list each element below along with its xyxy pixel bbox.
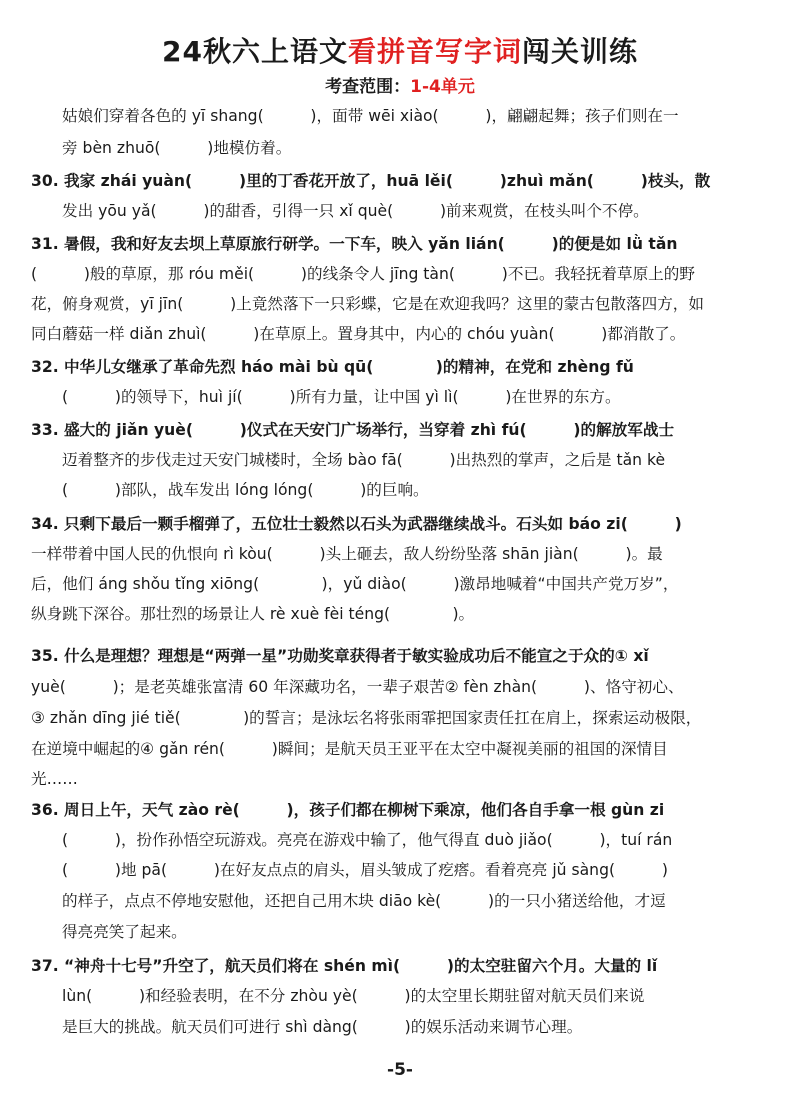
question-34: 34. 只剩下最后一颗手榴弹了，五位壮士毅然以石头为武器继续战斗。石头如 báo zi( ): [31, 515, 682, 533]
question-31: 31. 暑假，我和好友去坝上草原旅行研学。一下车，映入 yǎn lián( )的便是如 lǜ tǎn: [31, 235, 678, 253]
page-subtitle: [0, 72, 800, 97]
text-line: ( )，扮作孙悟空玩游戏。亮亮在游戏中输了，他气得直 duò jiǎo( )，tuí rán: [62, 831, 673, 849]
question-35: 35. 什么是理想？理想是“两弹一星”功勋奖章获得者于敏实验成功后不能宣之于众的① xǐ: [31, 647, 649, 665]
question-30: 30. 我家 zhái yuàn( )里的丁香花开放了，huā lěi( )zhuì mǎn( )枝头，散: [31, 172, 711, 190]
text-line: 姑娘们穿着各色的 yī shang( )，面带 wēi xiào( )，翩翩起舞；孩子们则在一: [62, 107, 679, 125]
question-36: 36. 周日上午，天气 zào rè( )，孩子们都在柳树下乘凉，他们各自手拿一根 gùn zi: [31, 801, 665, 819]
text-line: 旁 bèn zhuō( )地模仿着。: [62, 139, 292, 157]
text-line: 纵身跳下深谷。那壮烈的场景让人 rè xuè fèi téng( )。: [31, 605, 475, 623]
text-line: ( )的领导下，huì jí( )所有力量，让中国 yì lì( )在世界的东方。: [62, 388, 621, 406]
text-line: 在逆境中崛起的④ gǎn rén( )瞬间；是航天员王亚平在太空中凝视美丽的祖国的深情目: [31, 740, 668, 758]
scope-value: 1-4单元: [410, 77, 475, 97]
text-line: ( )部队，战车发出 lóng lóng( )的巨响。: [62, 481, 429, 499]
text-line: ( )般的草原，那 róu měi( )的线条令人 jīng tàn( )不已。我轻抚着草原上的野: [31, 265, 695, 283]
question-33: 33. 盛大的 jiǎn yuè( )仪式在天安门广场举行，当穿着 zhì fú( )的解放军战士: [31, 421, 675, 439]
text-line: 得亮亮笑了起来。: [62, 923, 187, 941]
text-line: 的样子，点点不停地安慰他，还把自己用木块 diāo kè( )的一只小猪送给他，才逗: [62, 892, 666, 910]
title-part-2: 闯关训练: [521, 35, 638, 68]
page-title: [0, 30, 800, 70]
text-line: 光……: [31, 770, 78, 788]
text-line: 花，俯身观赏，yī jīn( )上竟然落下一只彩蝶，它是在欢迎我吗？这里的蒙古包散落四方，如: [31, 295, 704, 313]
page-number: -5-: [387, 1060, 413, 1080]
text-line: 后，他们 áng shǒu tǐng xiōng( )，yǔ diào( )激昂地喊着“中国共产党万岁”，: [31, 575, 679, 593]
text-line: yuè( )；是老英雄张富清 60 年深藏功名，一辈子艰苦② fèn zhàn( )、恪守初心、: [31, 678, 684, 696]
text-line: ( )地 pā( )在好友点点的肩头，眉头皱成了疙瘩。看着亮亮 jǔ sàng( ): [62, 861, 668, 879]
text-line: 是巨大的挑战。航天员们可进行 shì dàng( )的娱乐活动来调节心理。: [62, 1018, 583, 1036]
text-line: 一样带着中国人民的仇恨向 rì kòu( )头上砸去，敌人纷纷坠落 shān jiàn( )。最: [31, 545, 663, 563]
scope-label: 考查范围：: [325, 77, 411, 97]
question-32: 32. 中华儿女继承了革命先烈 háo mài bù qū( )的精神，在党和 zhèng fǔ: [31, 358, 634, 376]
question-37: 37. “神舟十七号”升空了，航天员们将在 shén mì( )的太空驻留六个月。大量的 lǐ: [31, 957, 658, 975]
text-line: 迈着整齐的步伐走过天安门城楼时，全场 bào fā( )出热烈的掌声，之后是 tǎn kè: [62, 451, 666, 469]
text-line: 同白蘑菇一样 diǎn zhuì( )在草原上。置身其中，内心的 chóu yuàn( )都消散了。: [31, 325, 686, 343]
title-highlight: 看拼音写字词: [347, 35, 522, 68]
text-line: 发出 yōu yǎ( )的甜香，引得一只 xǐ què( )前来观赏，在枝头叫个不停。: [62, 202, 649, 220]
text-line: lùn( )和经验表明，在不分 zhòu yè( )的太空里长期驻留对航天员们来说: [62, 987, 645, 1005]
title-part-1: 24秋六上语文: [162, 35, 348, 68]
text-line: ③ zhǎn dīng jié tiě( )的誓言；是泳坛名将张雨霏把国家责任扛在肩上，探索运动极限，: [31, 709, 702, 727]
